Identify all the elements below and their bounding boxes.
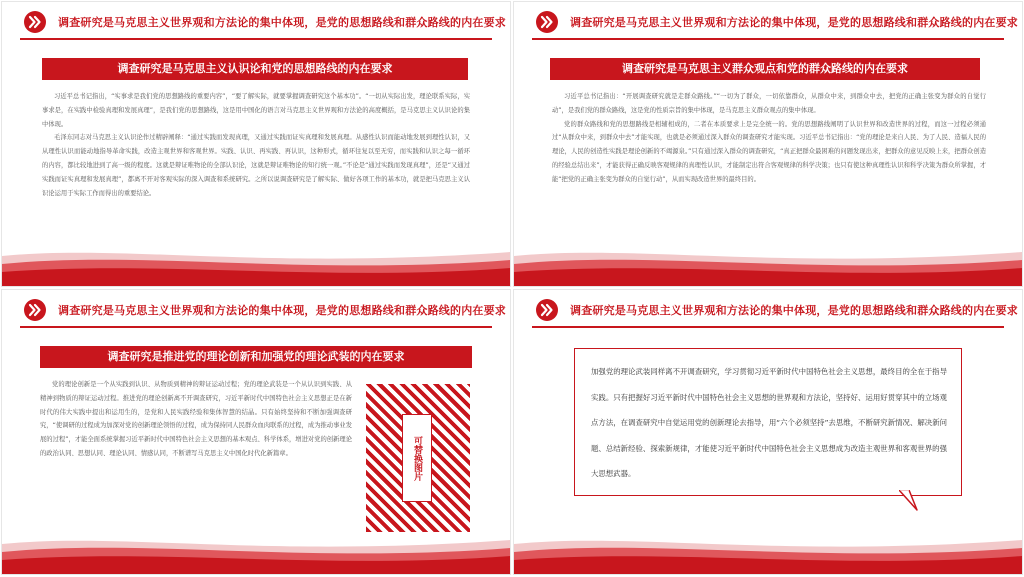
slide-1[interactable] bbox=[2, 2, 510, 286]
body-text bbox=[42, 90, 470, 200]
decorative-wave bbox=[2, 242, 510, 286]
double-chevron-right-icon bbox=[536, 299, 558, 321]
slide-4[interactable] bbox=[514, 290, 1022, 574]
double-chevron-right-icon bbox=[24, 299, 46, 321]
slide-2[interactable] bbox=[514, 2, 1022, 286]
paragraph: 习近平总书记指出：“开展调查研究就是走群众路线。”“一切为了群众，一切依靠群众，从群众中来，到群众中去，把党的正确主张变为群众的自觉行动”，是我们党的群众路线，这是党的性质宗旨的集中体现，是马克思主义群众观点的集中体现。 bbox=[552, 93, 986, 114]
header-divider bbox=[20, 38, 492, 40]
header-title: 调查研究是马克思主义世界观和方法论的集中体现，是党的思想路线和群众路线的内在要求 bbox=[58, 304, 506, 317]
section-banner: 调查研究是推进党的理论创新和加强党的理论武装的内在要求 bbox=[40, 346, 472, 368]
slide-3[interactable] bbox=[2, 290, 510, 574]
double-chevron-right-icon bbox=[536, 11, 558, 33]
decorative-wave bbox=[2, 530, 510, 574]
header-title: 调查研究是马克思主义世界观和方法论的集中体现，是党的思想路线和群众路线的内在要求 bbox=[570, 304, 1018, 317]
paragraph: 毛泽东同志对马克思主义认识论作过精辟阐释：“通过实践而发现真理，又通过实践而证实真理和发展真理。从感性认识而能动地发展到理性认识，又从理性认识而能动地指导革命实践，改造主观世界和客观世界。实践、认识、再实践、再认识，这种形式，循环往复以至无穷，而实践和认识之每一循环的内容，都比较地进到了高一级的程度。这就是辩证唯物论的全部认识论，这就是辩证唯物论的知行统一观。”不论是“通过实践而发现真理”，还是“又通过实践而证实真理和发展真理”，都离不开对客观实际的深入调查和系统研究。之所以说调查研究是了解实际、做好各项工作的基本功，就是把马克思主义认识论运用于实际工作而得出的重要结论。 bbox=[42, 134, 470, 197]
section-banner: 调查研究是马克思主义群众观点和党的群众路线的内在要求 bbox=[550, 58, 980, 80]
paragraph: 党的群众路线和党的思想路线是相辅相成的，二者在本质要求上是完全统一的。党的思想路线阐明了认识世界和改造世界的过程，而这一过程必须通过“从群众中来，到群众中去”才能实现，也就是必须通过深入群众的调查研究才能实现。习近平总书记指出：“党的理论是来自人民、为了人民、造福人民的理论，人民的创造性实践是理论创新的不竭源泉。”只有通过深入群众的调查研究，“真正把群众最困难的问题发现出来，把群众的意见反映上来，把群众创造的经验总结出来”，才能获得正确反映客观规律的真理性认识，才能制定出符合客观规律的科学决策；也只有使这种真理性认识和科学决策为群众所掌握，才能“把党的正确主张变为群众的自觉行动”，从而实现改造世界的最终目的。 bbox=[552, 120, 986, 183]
section-banner: 调查研究是马克思主义认识论和党的思想路线的内在要求 bbox=[42, 58, 468, 80]
paragraph: 习近平总书记指出，“实事求是我们党的思想路线的重要内容”，“要了解实际，就要掌握调查研究这个基本功”。“一切从实际出发，理论联系实际，实事求是，在实践中检验真理和发展真理”，是我们党的思想路线，这是用中国化的语言对马克思主义世界观和方法论的高度概括，是马克思主义认识论的集中体现。 bbox=[42, 93, 470, 128]
body-text bbox=[40, 378, 352, 461]
double-chevron-right-icon bbox=[24, 11, 46, 33]
header-divider bbox=[532, 326, 1004, 328]
paragraph: 党的理论创新是一个从实践到认识、从物质到精神的辩证运动过程；党的理论武装是一个从认识到实践、从精神到物质的辩证运动过程。推进党的理论创新离不开调查研究，习近平新时代中国特色社会主义思想正是在新时代的伟大实践中提出和运用生的，是党和人民实践经验和集体智慧的结晶。只有始终坚持和不断加强调查研究，“使调研的过程成为加深对党的创新理论领悟的过程，成为保持同人民群众血肉联系的过程，成为推动事业发展的过程”，才能全面系统掌握习近平新时代中国特色社会主义思想的基本观点、科学体系，增进对党的创新理论的政治认同、思想认同、理论认同、情感认同，不断谱写马克思主义中国化时代化新篇章。 bbox=[40, 381, 352, 457]
header-divider bbox=[532, 38, 1004, 40]
header-divider bbox=[20, 326, 492, 328]
quote-text: 加强党的理论武装同样离不开调查研究，学习贯彻习近平新时代中国特色社会主义思想，最终目的全在于指导实践。只有把握好习近平新时代中国特色社会主义思想的世界观和方法论，坚持好、运用好贯穿其中的立场观点方法，在调查研究中自觉运用党的创新理论去指导，用“六个必须坚持”去思维，不断研究新情况、解决新问题、总结新经验、探索新规律，才能使习近平新时代中国特色社会主义思想成为改造主观世界和客观世界的强大思想武器。 bbox=[591, 367, 947, 479]
slide-header bbox=[514, 290, 1022, 326]
slide-header bbox=[2, 2, 510, 38]
slide-header bbox=[514, 2, 1022, 38]
speech-tail-icon bbox=[899, 490, 919, 512]
header-title: 调查研究是马克思主义世界观和方法论的集中体现，是党的思想路线和群众路线的内在要求 bbox=[570, 16, 1018, 29]
image-placeholder-label: 可替换图片 bbox=[402, 414, 432, 502]
header-title: 调查研究是马克思主义世界观和方法论的集中体现，是党的思想路线和群众路线的内在要求 bbox=[58, 16, 506, 29]
quote-box bbox=[574, 348, 962, 496]
decorative-wave bbox=[514, 530, 1022, 574]
slide-header bbox=[2, 290, 510, 326]
body-text bbox=[552, 90, 986, 187]
decorative-wave bbox=[514, 242, 1022, 286]
image-placeholder[interactable] bbox=[366, 384, 470, 532]
